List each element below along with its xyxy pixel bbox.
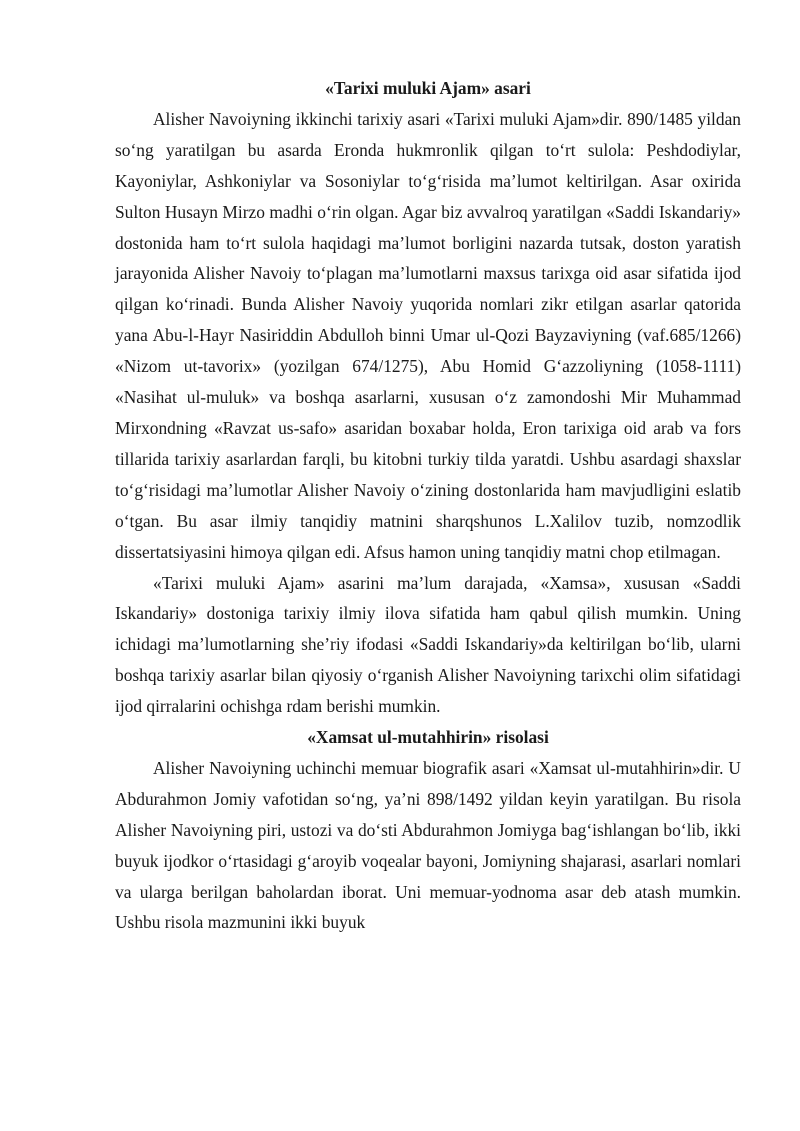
section-heading: «Tarixi muluki Ajam» asari	[325, 78, 531, 98]
section-xamsat-ul-mutahhirin	[115, 722, 741, 938]
paragraph: Alisher Navoiyning uchinchi memuar biografik asari «Xamsat ul-mutahhirin»dir. U Abdurahmon Jomiy vafotidan so‘ng, ya’ni 898/1492 yildan keyin yaratilgan. Bu risola Alisher Navoiyning piri, ustozi va do‘sti Abdurahmon Jomiyga bag‘ishlangan bo‘lib, ikki buyuk ijodkor o‘rtasidagi g‘aroyib voqealar bayoni, Jomiyning shajarasi, asarlari nomlari va ularga berilgan baholardan iborat. Uni memuar-yodnoma asar deb atash mumkin. Ushbu risola mazmunini ikki buyuk	[115, 757, 741, 933]
paragraph: Alisher Navoiyning ikkinchi tarixiy asari «Tarixi muluki Ajam»dir. 890/1485 yildan so‘ng yaratilgan bu asarda Eronda hukmronlik qilgan to‘rt sulola: Peshdodiylar, Kayoniylar, Ashkoniylar va Sosoniylar to‘g‘risida ma’lumot keltirilgan. Asar oxirida Sulton Husayn Mirzo madhi o‘rin olgan. Agar biz avvalroq yaratilgan «Saddi Iskandariy» dostonida ham to‘rt sulola haqidagi ma’lumot borligini nazarda tutsak, doston yaratish jarayonida Alisher Navoiy to‘plagan ma’lumotlarni maxsus tarixga oid asar sifatida ijod qilgan ko‘rinadi. Bunda Alisher Navoiy yuqorida nomlari zikr etilgan asarlar qatorida yana Abu-l-Hayr Nasiriddin Abdulloh binni Umar ul-Qozi Bayzaviyning (vaf.685/1266) «Nizom ut-tavorix» (yozilgan 674/1275), Abu Homid G‘azzoliyning (1058-1111) «Nasihat ul-muluk» va boshqa asarlarni, xususan o‘z zamondoshi Mir Muhammad Mirxondning «Ravzat us-safo» asaridan boxabar holda, Eron tarixiga oid arab va fors tillarida tarixiy asarlardan farqli, bu kitobni turkiy tilda yaratdi. Ushbu asardagi shaxslar to‘g‘risidagi ma’lumotlar Alisher Navoiy o‘zining dostonlarida ham mavjudligini eslatib o‘tgan. Bu asar ilmiy tanqidiy matnini sharqshunos L.Xalilov tuzib, nomzodlik dissertatsiyasini himoya qilgan edi. Afsus hamon uning tanqidiy matni chop etilmagan.	[115, 108, 741, 562]
document-page	[115, 73, 741, 938]
section-heading: «Xamsat ul-mutahhirin» risolasi	[307, 727, 549, 748]
paragraph: «Tarixi muluki Ajam» asarini ma’lum darajada, «Xamsa», xususan «Saddi Iskandariy» dostoniga tarixiy ilmiy ilova sifatida ham qabul qilish mumkin. Uning ichidagi ma’lumotlarning she’riy ifodasi «Saddi Iskandariy»da keltirilgan bo‘lib, ularni boshqa tarixiy asarlar bilan qiyosiy o‘rganish Alisher Navoiyning tarixchi olim sifatidagi ijod qirralarini ochishga rdam berishi mumkin.	[115, 572, 741, 717]
section-tarixi-muluki-ajam	[115, 73, 741, 722]
